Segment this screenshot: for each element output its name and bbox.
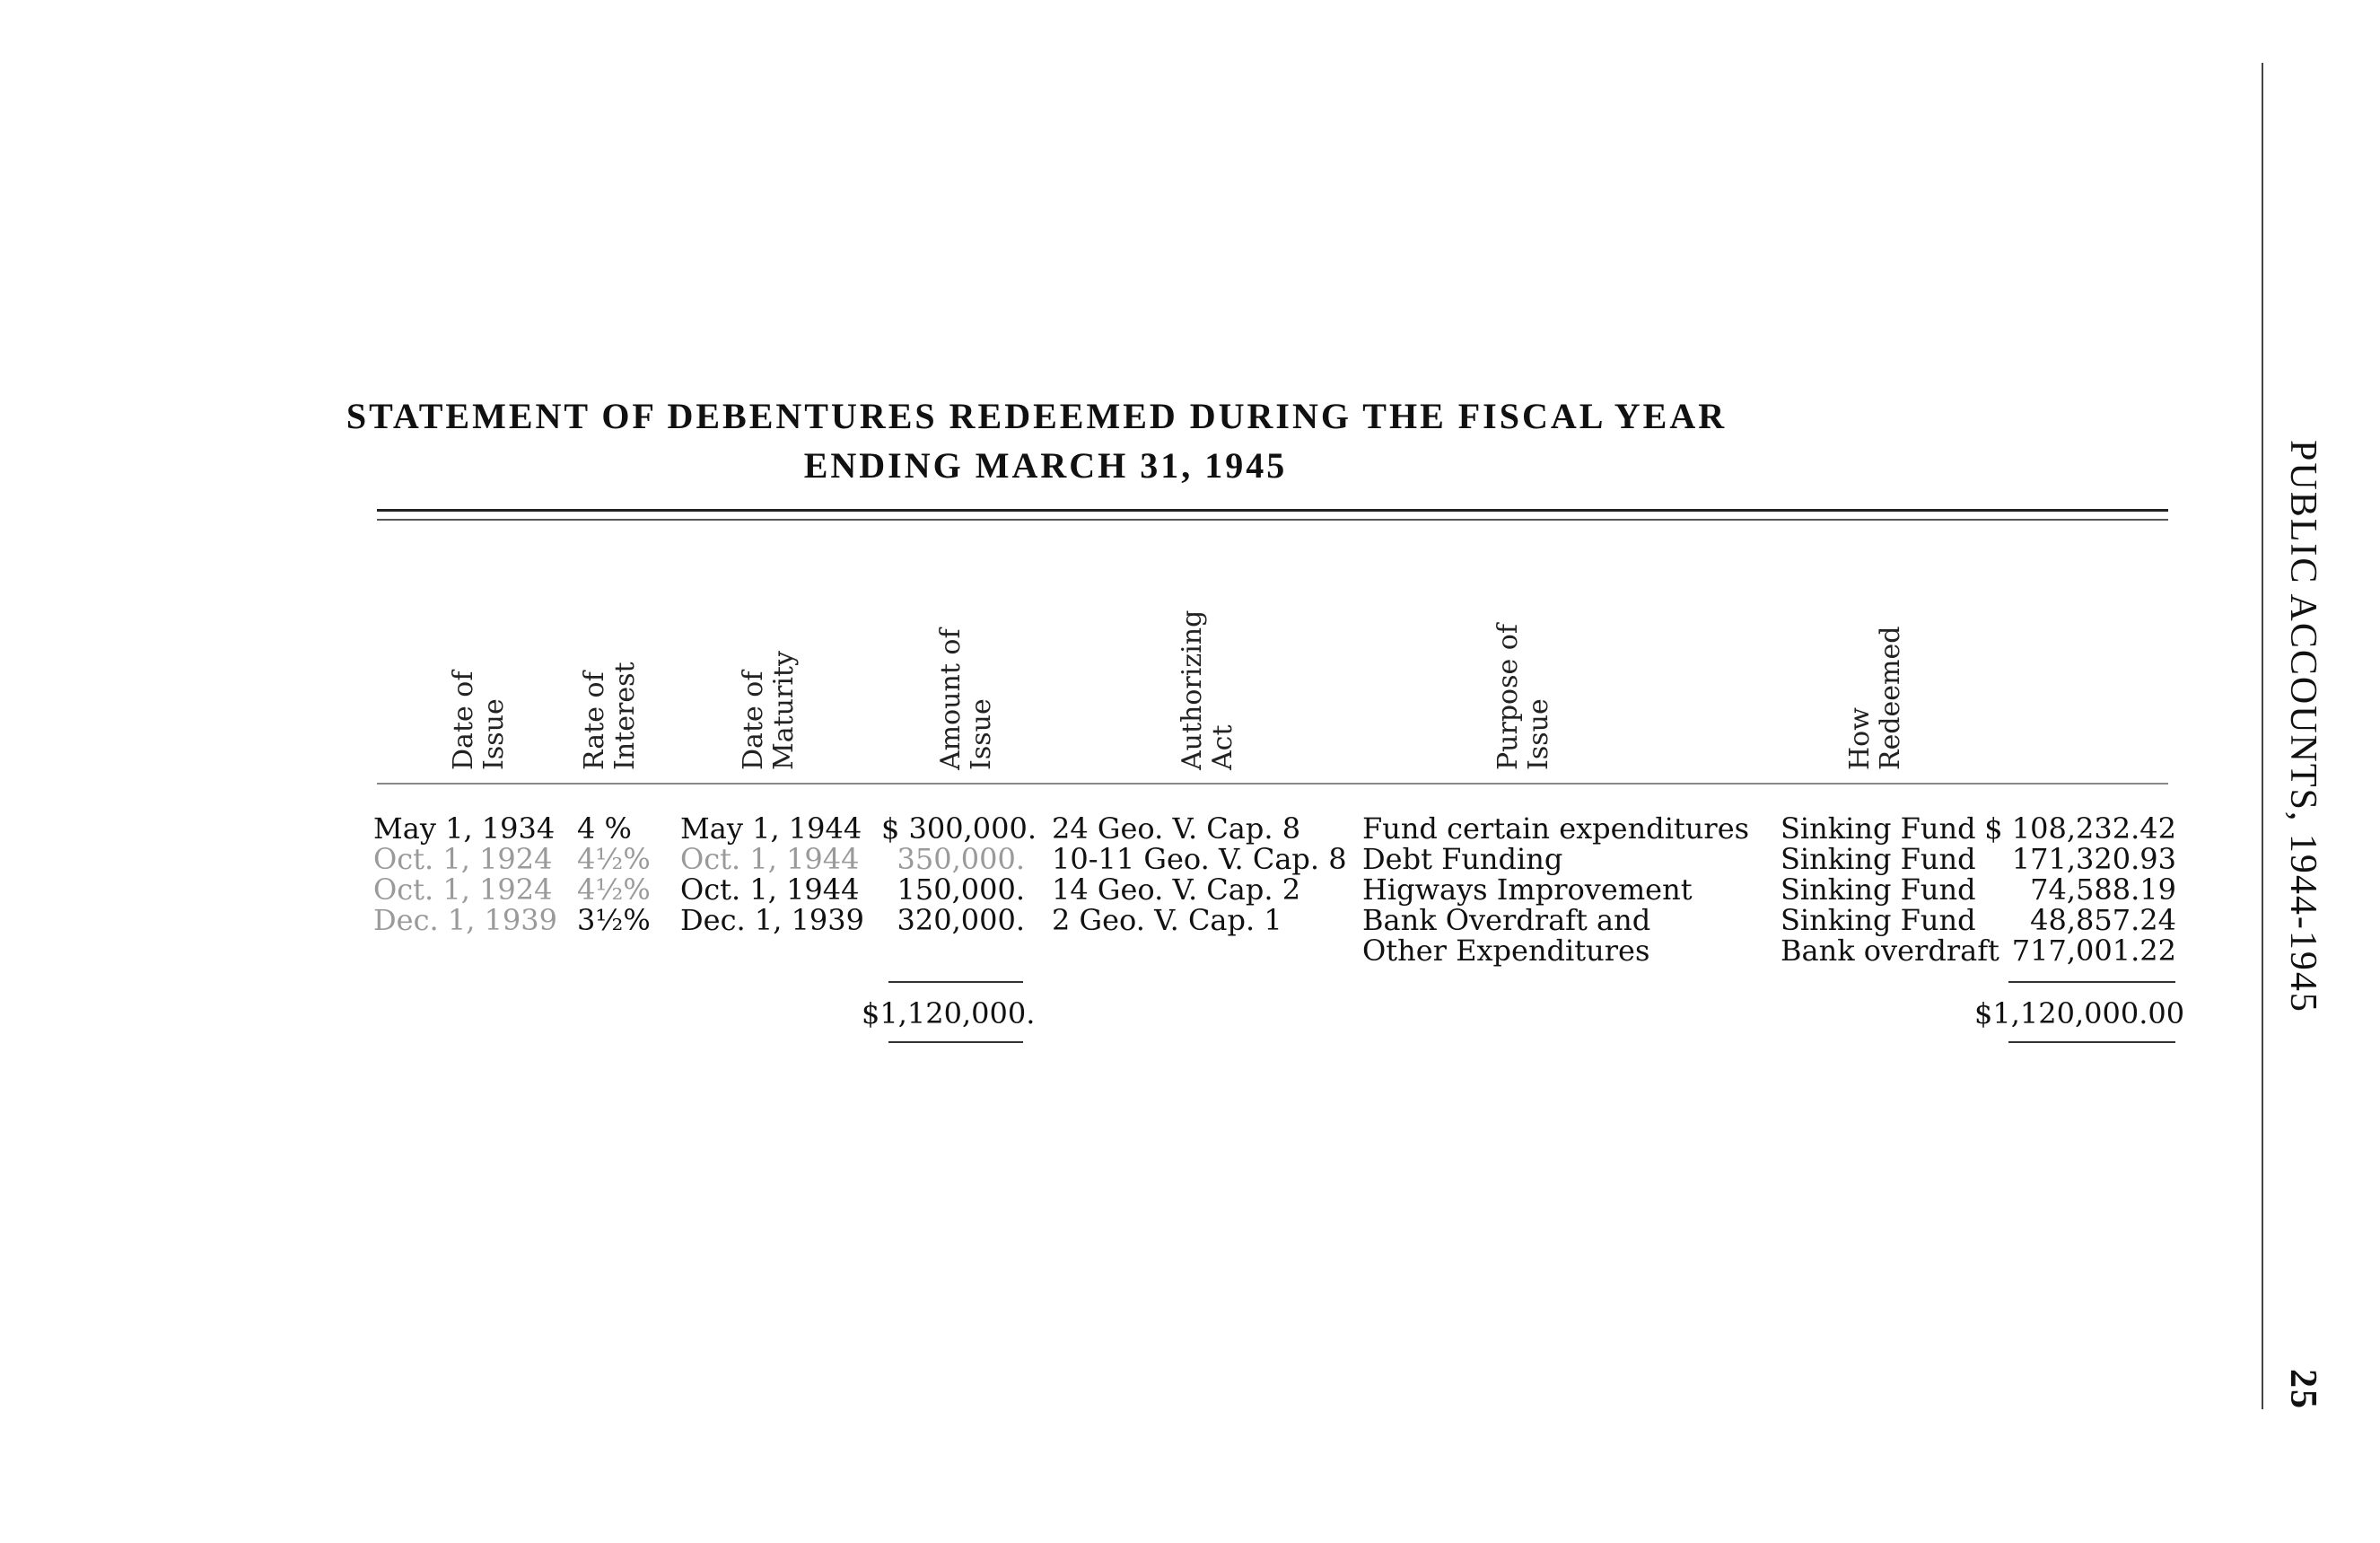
running-head-rule xyxy=(2262,63,2263,1409)
statement-title-line2: ENDING MARCH 31, 1945 xyxy=(803,445,1288,486)
row4-rate: 3½% xyxy=(577,903,651,937)
row2-how: Sinking Fund xyxy=(1781,842,1976,876)
row4-redeemed: 48,857.24 xyxy=(2030,903,2176,937)
redeemed-total-rule-bottom xyxy=(2008,1041,2175,1043)
row4-how: Sinking Fund xyxy=(1781,903,1976,937)
row4-purpose: Bank Overdraft and xyxy=(1362,903,1651,937)
row1-act: 24 Geo. V. Cap. 8 xyxy=(1052,811,1301,846)
row3-redeemed: 74,588.19 xyxy=(2030,872,2176,907)
row2-date-of-issue: Oct. 1, 1924 xyxy=(373,842,553,876)
row4-date-of-issue: Dec. 1, 1939 xyxy=(373,903,557,937)
row1-how: Sinking Fund xyxy=(1781,811,1976,846)
col-purpose-of-issue: Purpose of Issue xyxy=(1492,624,1554,770)
row3-date-of-issue: Oct. 1, 1924 xyxy=(373,872,553,907)
col-authorizing-act: Authorizing Act xyxy=(1177,609,1238,770)
page-number: 25 xyxy=(2282,1369,2323,1410)
col-amount-of-issue: Amount of Issue xyxy=(935,628,997,770)
row3-act: 14 Geo. V. Cap. 2 xyxy=(1052,872,1301,907)
row2-rate: 4½% xyxy=(577,842,651,876)
col-rate-of-interest: Rate of Interest xyxy=(579,662,641,770)
row3-rate: 4½% xyxy=(577,872,651,907)
row3-maturity: Oct. 1, 1944 xyxy=(680,872,860,907)
col-date-of-issue: Date of Issue xyxy=(448,671,510,770)
statement-title-line1: STATEMENT OF DEBENTURES REDEEMED DURING THE FISCAL YEAR xyxy=(346,396,1728,436)
row2-amount: 350,000. xyxy=(897,842,1025,876)
row1-amount: $ 300,000. xyxy=(881,811,1037,846)
row1-rate: 4 % xyxy=(577,811,632,846)
row3-amount: 150,000. xyxy=(897,872,1025,907)
row3-how: Sinking Fund xyxy=(1781,872,1976,907)
redeemed-total-rule-top xyxy=(2008,981,2175,983)
col-how-redeemed: How Redeemed xyxy=(1844,626,1906,770)
row5-how: Bank overdraft xyxy=(1781,934,1999,968)
row3-purpose: Higways Improvement xyxy=(1362,872,1693,907)
row4-act: 2 Geo. V. Cap. 1 xyxy=(1052,903,1282,937)
title-rule-top xyxy=(377,509,2168,512)
title-rule-bottom xyxy=(377,519,2168,521)
row1-purpose: Fund certain expenditures xyxy=(1362,811,1750,846)
row4-amount: 320,000. xyxy=(897,903,1025,937)
total-amount: $1,120,000. xyxy=(862,996,1036,1030)
row2-redeemed: 171,320.93 xyxy=(2011,842,2176,876)
row2-maturity: Oct. 1, 1944 xyxy=(680,842,860,876)
running-head-title: PUBLIC ACCOUNTS, 1944-1945 xyxy=(2282,440,2323,1013)
amount-total-rule-bottom xyxy=(888,1041,1023,1043)
row5-purpose: Other Expenditures xyxy=(1362,934,1650,968)
amount-total-rule-top xyxy=(888,981,1023,983)
row2-act: 10-11 Geo. V. Cap. 8 xyxy=(1052,842,1347,876)
row1-date-of-issue: May 1, 1934 xyxy=(373,811,556,846)
row4-maturity: Dec. 1, 1939 xyxy=(680,903,864,937)
header-rule xyxy=(377,783,2168,785)
row2-purpose: Debt Funding xyxy=(1362,842,1563,876)
row5-redeemed: 717,001.22 xyxy=(2011,934,2176,968)
col-date-of-maturity: Date of Maturity xyxy=(738,651,800,770)
row1-maturity: May 1, 1944 xyxy=(680,811,862,846)
row1-redeemed: $ 108,232.42 xyxy=(1984,811,2176,846)
total-redeemed: $1,120,000.00 xyxy=(1974,996,2185,1030)
